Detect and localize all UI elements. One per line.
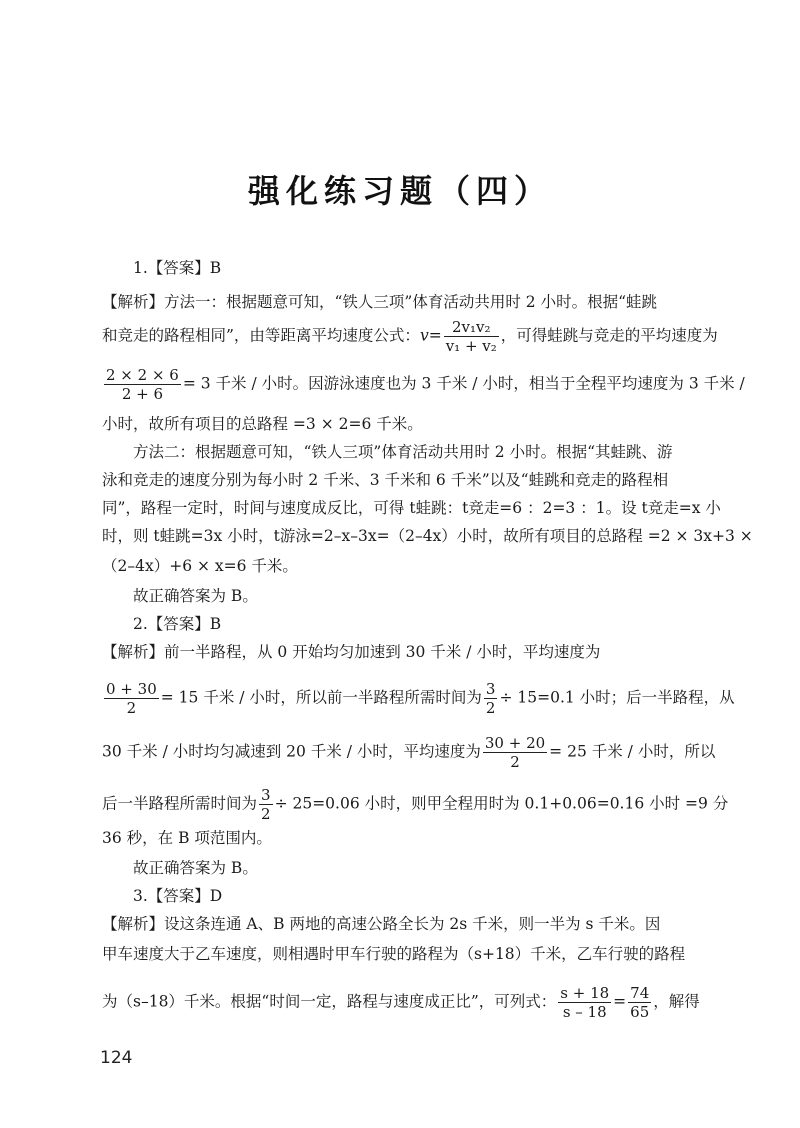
q2-fraction-1-numerator: 0 + 30 xyxy=(106,680,157,698)
q2-fraction-4-denominator: 2 xyxy=(261,805,271,823)
q2-text: 30 千米 / 小时均匀减速到 20 千米 / 小时，平均速度为 xyxy=(102,742,481,761)
q2-analysis-line-3 xyxy=(102,734,715,771)
q1-text: ，可得蛙跳与竞走的平均速度为 xyxy=(500,326,718,345)
q1-formula-numerator: 2v₁v₂ xyxy=(444,318,499,337)
q1-formula-fraction xyxy=(444,318,499,355)
q2-text: = 25 千米 / 小时，所以 xyxy=(549,742,716,761)
q3-equals: = xyxy=(613,992,627,1011)
q3-fraction-2 xyxy=(628,984,651,1021)
q2-fraction-3 xyxy=(483,734,547,771)
q2-text: = 15 千米 / 小时，所以前一半路程所需时间为 xyxy=(160,688,482,707)
q2-answer: 2.【答案】B xyxy=(133,615,222,633)
q2-analysis-line-1: 【解析】前一半路程，从 0 开始均匀加速到 30 千米 / 小时，平均速度为 xyxy=(102,643,601,661)
q1-conclusion: 故正确答案为 B。 xyxy=(133,587,258,605)
q1-method2-line-4: 时，则 t蛙跳=3x 小时，t游泳=2–x–3x=（2–4x）小时，故所有项目的总路程 =2 × 3x+3 × xyxy=(102,527,753,545)
q2-analysis-line-5: 36 秒，在 B 项范围内。 xyxy=(102,829,272,847)
q1-method2-line-1: 方法二：根据题意可知，“铁人三项”体育活动共用时 2 小时。根据“其蛙跳、游 xyxy=(133,443,673,461)
q2-fraction-4-numerator: 3 xyxy=(261,786,271,804)
q1-formula-denominator: v₁ + v₂ xyxy=(445,337,497,355)
q1-method2-line-2: 泳和竞走的速度分别为每小时 2 千米、3 千米和 6 千米”以及“蛙跳和竞走的路程相 xyxy=(102,471,669,489)
q2-text: ÷ 15=0.1 小时；后一半路程，从 xyxy=(499,688,735,707)
q3-text: ，解得 xyxy=(653,992,700,1011)
q1-method2-line-5: （2–4x）+6 × x=6 千米。 xyxy=(102,557,298,575)
q1-text: 和竞走的路程相同”，由等距离平均速度公式： xyxy=(102,326,420,345)
q2-fraction-2-denominator: 2 xyxy=(485,699,496,717)
q1-analysis-line-3 xyxy=(102,366,745,403)
q3-fraction-1-numerator: s + 18 xyxy=(560,984,610,1002)
q2-fraction-2 xyxy=(484,680,498,717)
q2-text: ÷ 25=0.06 小时，则甲全程用时为 0.1+0.06=0.16 小时 =9 分 xyxy=(274,794,729,813)
q1-var-v: v= xyxy=(419,326,442,345)
q2-analysis-line-4 xyxy=(102,786,728,823)
q2-analysis-line-2 xyxy=(102,680,735,717)
q2-fraction-1 xyxy=(104,680,159,717)
q3-fraction-2-numerator: 74 xyxy=(630,984,650,1002)
q2-fraction-1-denominator: 2 xyxy=(126,699,137,717)
q2-fraction-4 xyxy=(259,786,273,823)
q2-fraction-3-denominator: 2 xyxy=(510,753,520,771)
q1-avg-denominator: 2 + 6 xyxy=(121,385,164,403)
q3-fraction-1 xyxy=(558,984,611,1021)
q1-avg-numerator: 2 × 2 × 6 xyxy=(106,366,179,384)
q1-method2-line-3: 同”，路程一定时，时间与速度成反比，可得 t蛙跳：t竞走=6 ：2=3 ：1。设 t竞走=x 小 xyxy=(102,499,721,517)
q1-analysis-line-4: 小时，故所有项目的总路程 =3 × 2=6 千米。 xyxy=(102,415,423,433)
q1-text: = 3 千米 / 小时。因游泳速度也为 3 千米 / 小时，相当于全程平均速度为 3 千米 / xyxy=(182,374,745,393)
q3-fraction-2-denominator: 65 xyxy=(630,1003,650,1021)
q2-text: 后一半路程所需时间为 xyxy=(102,794,258,813)
page-title: 强化练习题（四） xyxy=(247,172,552,210)
q1-analysis-line-2 xyxy=(102,318,718,355)
q2-conclusion: 故正确答案为 B。 xyxy=(133,859,258,877)
q3-answer: 3.【答案】D xyxy=(133,887,223,905)
q1-avg-fraction xyxy=(104,366,181,403)
q1-answer: 1.【答案】B xyxy=(133,259,222,277)
q2-fraction-2-numerator: 3 xyxy=(485,680,496,698)
q2-fraction-3-numerator: 30 + 20 xyxy=(484,734,546,752)
q3-analysis-line-2: 甲车速度大于乙车速度，则相遇时甲车行驶的路程为（s+18）千米，乙车行驶的路程 xyxy=(102,945,686,963)
q3-analysis-line-1: 【解析】设这条连通 A、B 两地的高速公路全长为 2s 千米，则一半为 s 千米。因 xyxy=(102,915,661,933)
q3-text: 为（s–18）千米。根据“时间一定，路程与速度成正比”，可列式： xyxy=(102,992,557,1011)
page-number: 124 xyxy=(100,1048,133,1068)
q3-analysis-line-3 xyxy=(102,984,700,1021)
q1-analysis-line-1: 【解析】方法一：根据题意可知，“铁人三项”体育活动共用时 2 小时。根据“蛙跳 xyxy=(102,293,657,311)
q3-fraction-1-denominator: s – 18 xyxy=(562,1003,607,1021)
